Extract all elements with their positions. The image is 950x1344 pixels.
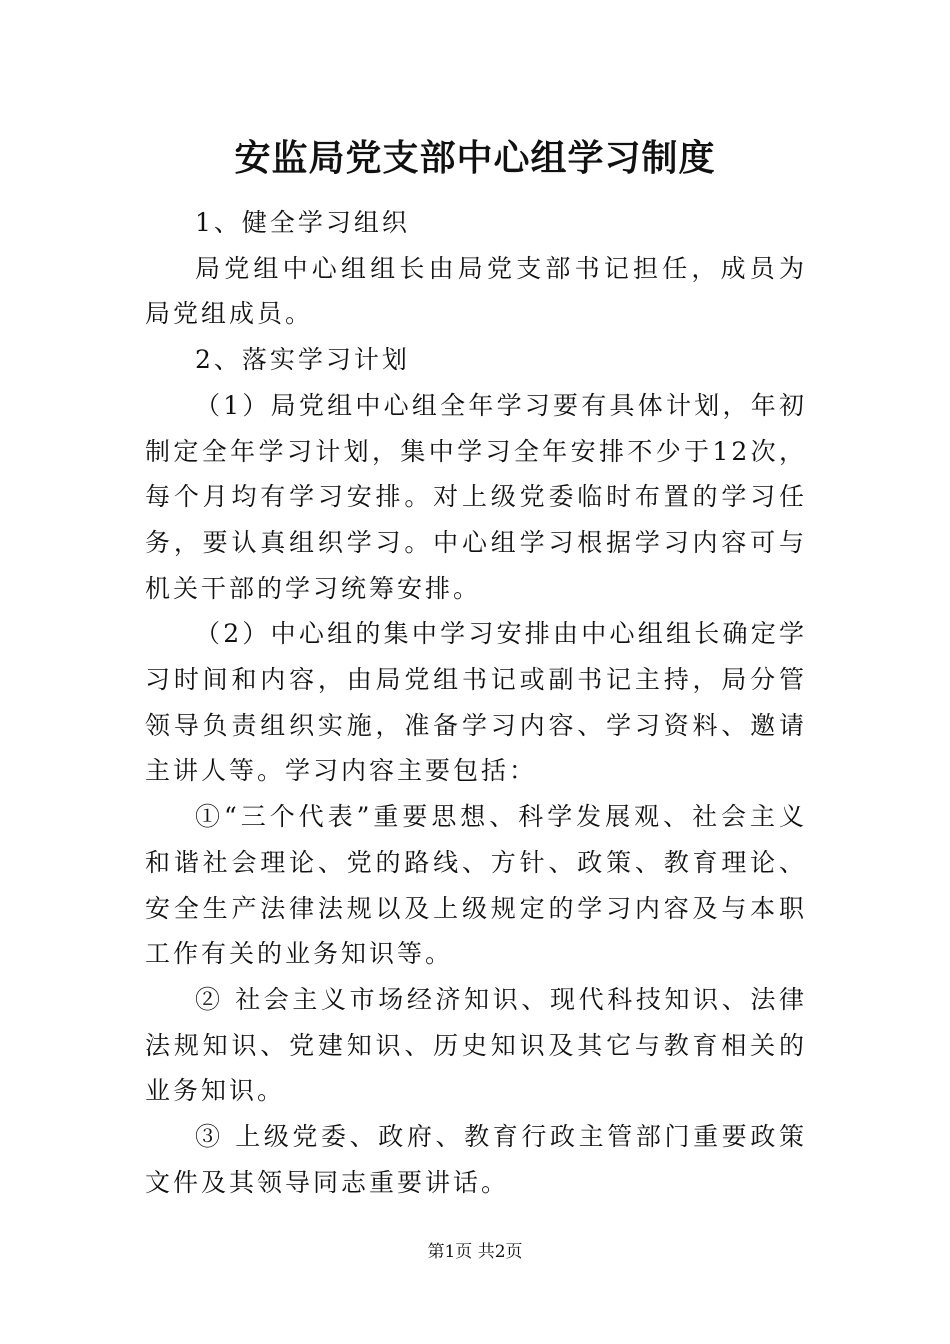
list-item: ③ 上级党委、政府、教育行政主管部门重要政策文件及其领导同志重要讲话。	[145, 1122, 807, 1197]
section-heading-2: 2、落实学习计划	[195, 345, 410, 375]
list-item: ①“三个代表”重要思想、科学发展观、社会主义和谐社会理论、党的路线、方针、政策、教育理论、安全生产法律法规以及上级规定的学习内容及与本职工作有关的业务知识等。	[145, 802, 807, 969]
document-title: 安监局党支部中心组学习制度	[234, 137, 716, 179]
page-footer: 第1页 共2页	[427, 1242, 523, 1262]
document-body	[145, 200, 807, 1205]
list-item: ② 社会主义市场经济知识、现代科技知识、法律法规知识、党建知识、历史知识及其它与教育相关的业务知识。	[145, 984, 807, 1106]
section-heading-1: 1、健全学习组织	[195, 208, 410, 237]
paragraph: （2）中心组的集中学习安排由中心组组长确定学习时间和内容，由局党组书记或副书记主持，局分管领导负责组织实施，准备学习内容、学习资料、邀请主讲人等。学习内容主要包括：	[145, 619, 807, 786]
paragraph: 局党组中心组组长由局党支部书记担任，成员为局党组成员。	[145, 253, 807, 329]
paragraph: （1）局党组中心组全年学习要有具体计划，年初制定全年学习计划，集中学习全年安排不少于12次，每个月均有学习安排。对上级党委临时布置的学习任务，要认真组织学习。中心组学习根据学习内容可与机关干部的学习统筹安排。	[145, 390, 807, 603]
